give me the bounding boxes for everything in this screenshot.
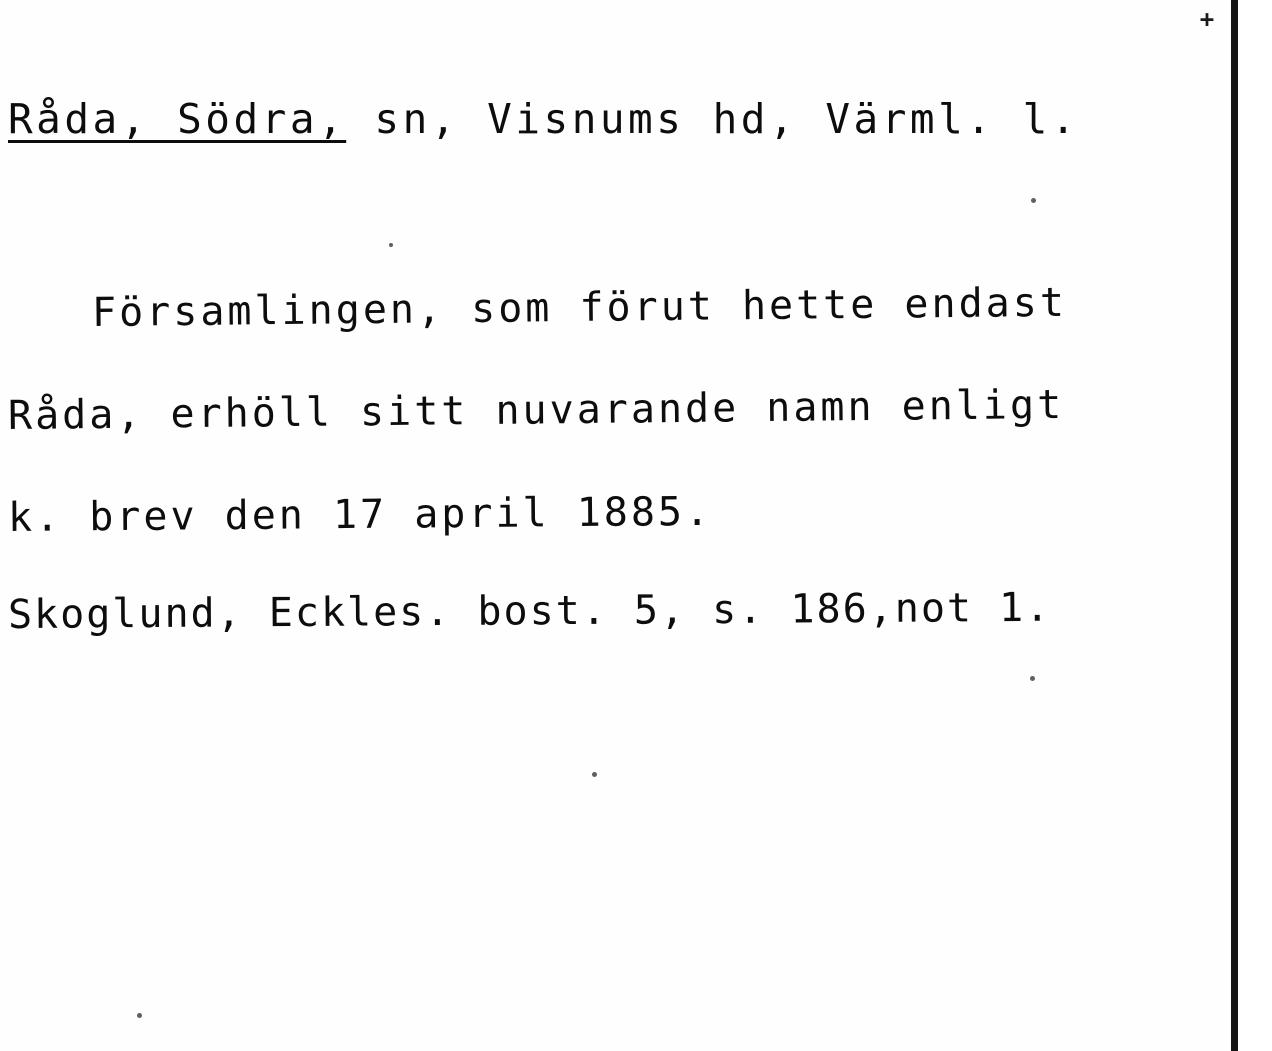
paper-speck <box>1031 198 1036 203</box>
card-body-line-2: Råda, erhöll sitt nuvarande namn enligt <box>7 381 1065 439</box>
paper-speck <box>592 772 597 777</box>
scan-binding-edge <box>1231 0 1238 1051</box>
paper-speck <box>137 1013 142 1018</box>
headword-remainder: sn, Visnums hd, Värml. l. <box>346 95 1080 143</box>
headword-underlined-term: Råda, Södra, <box>8 95 347 143</box>
card-body-line-3: k. brev den 17 april 1885. <box>7 488 713 541</box>
registration-cross-icon: + <box>1199 5 1215 33</box>
scan-right-margin <box>1238 0 1272 1051</box>
paper-speck <box>389 243 393 247</box>
card-body-line-1: Församlingen, som förut hette endast <box>91 279 1068 336</box>
card-source-citation: Skoglund, Eckles. bost. 5, s. 186,not 1. <box>7 584 1052 638</box>
paper-speck <box>1030 676 1035 681</box>
card-headword <box>8 95 1079 143</box>
